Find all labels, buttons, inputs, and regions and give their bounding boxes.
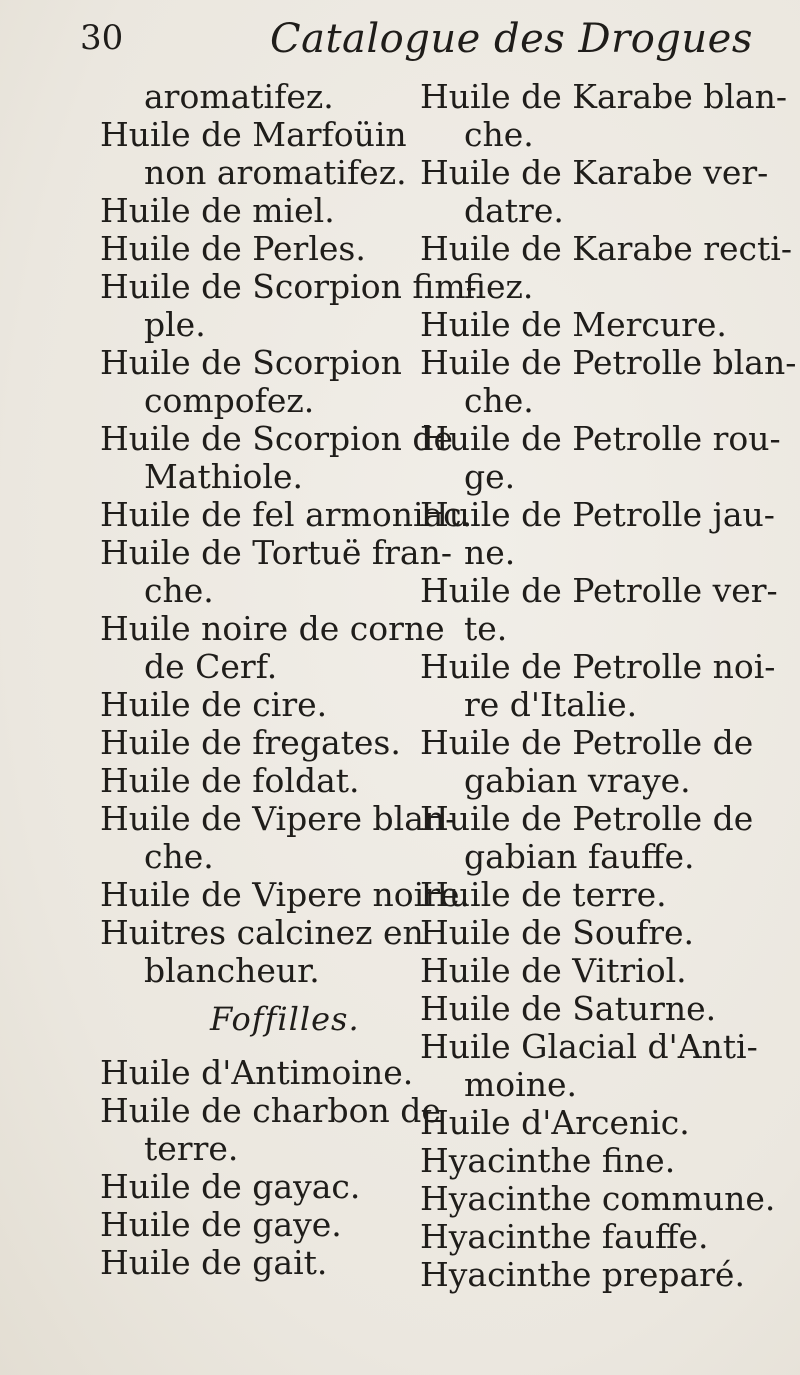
entry-continuation: gabian vraye.	[464, 761, 691, 800]
catalogue-entry: Huile de Soufre.	[420, 913, 695, 952]
catalogue-entry: Huile de Scorpion fim-	[100, 267, 477, 306]
catalogue-entry: Huile de Petrolle de	[420, 799, 754, 838]
catalogue-entry: Huile de Karabe ver-	[420, 153, 769, 192]
catalogue-entry: Huile de Karabe blan-	[420, 77, 787, 116]
catalogue-entry: Huile de Petrolle blan-	[420, 343, 797, 382]
entry-continuation: gabian fauffe.	[464, 837, 695, 876]
entry-continuation: Mathiole.	[144, 457, 303, 496]
catalogue-entry: Huile de Vipere blan-	[100, 799, 457, 838]
left-column	[100, 77, 477, 1282]
catalogue-entry: Hyacinthe preparé.	[420, 1255, 745, 1294]
catalogue-entry: Huile de miel.	[100, 191, 335, 230]
entry-continuation: de Cerf.	[144, 647, 278, 686]
catalogue-entry: Huile de Tortuë fran-	[100, 533, 452, 572]
catalogue-entry: Huile de gayac.	[100, 1167, 361, 1206]
catalogue-entry: Huile de Vipere noire.	[100, 875, 471, 914]
catalogue-entry: Huile de gait.	[100, 1243, 328, 1282]
catalogue-entry: Huile de Mercure.	[420, 305, 727, 344]
running-title: Catalogue des Drogues	[270, 16, 753, 62]
catalogue-entry: Hyacinthe fine.	[420, 1141, 676, 1180]
catalogue-entry: Huile de Karabe recti-	[420, 229, 792, 268]
catalogue-entry: Huile de Petrolle noi-	[420, 647, 776, 686]
entry-continuation: che.	[464, 381, 534, 420]
catalogue-entry: Huile de charbon de	[100, 1091, 441, 1130]
entry-continuation: che.	[144, 571, 214, 610]
catalogue-entry: Huitres calcinez en	[100, 913, 424, 952]
catalogue-entry: Hyacinthe commune.	[420, 1179, 776, 1218]
catalogue-entry: Huile de fregates.	[100, 723, 401, 762]
catalogue-entry: Huile de Scorpion	[100, 343, 402, 382]
page-header	[80, 10, 753, 70]
catalogue-entry: Huile de Saturne.	[420, 989, 717, 1028]
entry-continuation: aromatifez.	[144, 77, 334, 116]
catalogue-entry: Huile de Marfoüin	[100, 115, 407, 154]
entry-continuation: datre.	[464, 191, 564, 230]
catalogue-entry: Huile de terre.	[420, 875, 667, 914]
right-column	[420, 77, 797, 1294]
catalogue-entry: Huile de Perles.	[100, 229, 366, 268]
catalogue-entry: Huile de Petrolle rou-	[420, 419, 781, 458]
entry-continuation: te.	[464, 609, 508, 648]
entry-continuation: non aromatifez.	[144, 153, 407, 192]
catalogue-entry: Huile de foldat.	[100, 761, 360, 800]
catalogue-entry: Huile de Petrolle jau-	[420, 495, 775, 534]
entry-continuation: ge.	[464, 457, 516, 496]
entry-continuation: che.	[464, 115, 534, 154]
catalogue-entry: Huile de cire.	[100, 685, 328, 724]
entry-continuation: fiez.	[464, 267, 534, 306]
page-number: 30	[80, 18, 124, 58]
catalogue-entry: Hyacinthe fauffe.	[420, 1217, 709, 1256]
entry-continuation: terre.	[144, 1129, 239, 1168]
catalogue-entry: Huile Glacial d'Anti-	[420, 1027, 758, 1066]
catalogue-entry: Huile d'Antimoine.	[100, 1053, 414, 1092]
entry-continuation: blancheur.	[144, 951, 320, 990]
catalogue-entry: Huile d'Arcenic.	[420, 1103, 690, 1142]
catalogue-entry: Huile de Petrolle de	[420, 723, 754, 762]
catalogue-entry: Huile de Scorpion de	[100, 419, 453, 458]
catalogue-entry: Huile de gaye.	[100, 1205, 342, 1244]
catalogue-entry: Huile de Petrolle ver-	[420, 571, 778, 610]
section-heading: Foffilles.	[210, 1000, 360, 1038]
catalogue-entry: Huile de fel armoniac.	[100, 495, 473, 534]
entry-continuation: ne.	[464, 533, 516, 572]
catalogue-entry: Huile de Vitriol.	[420, 951, 687, 990]
entry-continuation: ple.	[144, 305, 206, 344]
entry-continuation: che.	[144, 837, 214, 876]
entry-continuation: re d'Italie.	[464, 685, 638, 724]
catalogue-entry: Huile noire de corne	[100, 609, 445, 648]
entry-continuation: moine.	[464, 1065, 577, 1104]
entry-continuation: compofez.	[144, 381, 315, 420]
